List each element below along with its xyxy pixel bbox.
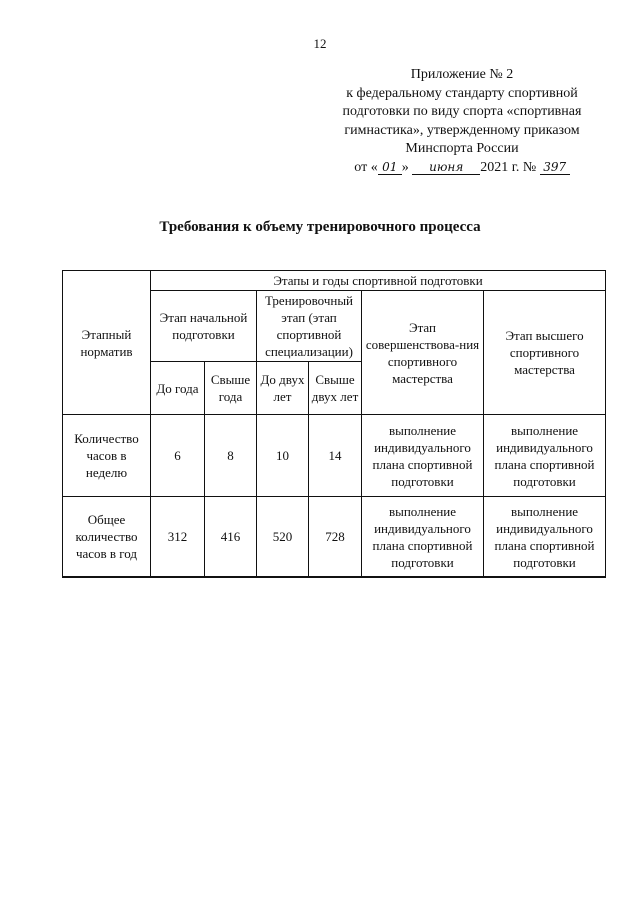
row-value: 8 <box>205 415 257 497</box>
table-row <box>63 497 606 578</box>
table-row <box>63 415 606 497</box>
date-prefix: от « <box>354 159 378 175</box>
header-normative: Этапный норматив <box>63 271 151 415</box>
row-value: 6 <box>151 415 205 497</box>
row-value: 520 <box>257 497 309 578</box>
row-value: 312 <box>151 497 205 578</box>
requirements-table <box>62 270 606 578</box>
row-label: Количество часов в неделю <box>63 415 151 497</box>
row-value: 728 <box>309 497 362 578</box>
header-over-two-years: Свыше двух лет <box>309 362 362 415</box>
document-title: Требования к объему тренировочного процесса <box>159 219 481 235</box>
header-stage-training: Тренировочный этап (этап спортивной специализации) <box>257 291 362 362</box>
date-mid: » <box>401 159 409 175</box>
header-stages: Этапы и годы спортивной подготовки <box>151 271 606 291</box>
header-stage-improvement: Этап совершенствова-ния спортивного мастерства <box>362 291 484 415</box>
header-stage-initial: Этап начальной подготовки <box>151 291 257 362</box>
row-value: 416 <box>205 497 257 578</box>
appendix-line-2: к федеральному стандарту спортивной <box>346 85 578 101</box>
row-value: 14 <box>309 415 362 497</box>
appendix-line-3: подготовки по виду спорта «спортивная <box>342 104 582 119</box>
page-number: 12 <box>313 36 327 51</box>
row-value: 10 <box>257 415 309 497</box>
row-improvement: выполнение индивидуального плана спортивной подготовки <box>362 497 484 578</box>
appendix-block <box>318 66 606 177</box>
date-month-handwritten: июня <box>412 161 480 175</box>
appendix-line-1: Приложение № 2 <box>410 67 514 82</box>
appendix-date-line <box>318 159 606 178</box>
header-up-to-year: До года <box>151 362 205 415</box>
row-highest: выполнение индивидуального плана спортивной подготовки <box>484 497 606 578</box>
row-label: Общее количество часов в год <box>63 497 151 578</box>
date-day-handwritten: 01 <box>378 161 402 175</box>
date-year: 2021 г. № <box>480 159 537 175</box>
appendix-line-4: гимнастика», утвержденному приказом <box>344 122 580 138</box>
row-highest: выполнение индивидуального плана спортивной подготовки <box>484 415 606 497</box>
appendix-line-5: Минспорта России <box>405 141 519 156</box>
order-number-handwritten: 397 <box>540 161 570 175</box>
header-up-to-two-years: До двух лет <box>257 362 309 415</box>
header-stage-highest: Этап высшего спортивного мастерства <box>484 291 606 415</box>
row-improvement: выполнение индивидуального плана спортивной подготовки <box>362 415 484 497</box>
header-over-year: Свыше года <box>205 362 257 415</box>
